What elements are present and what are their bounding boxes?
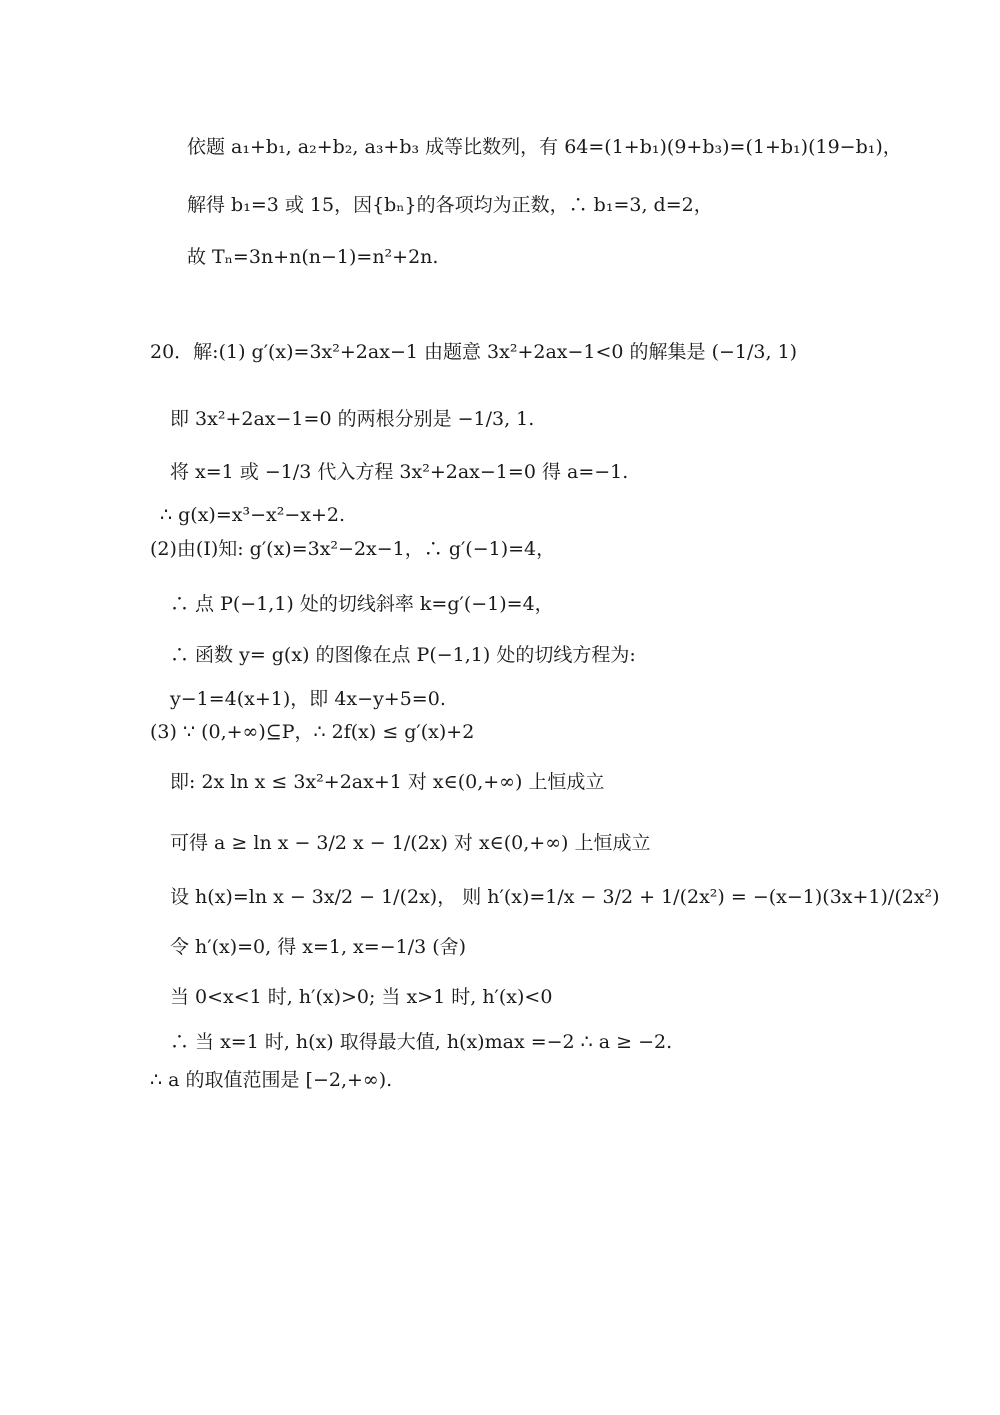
text-line: 令 h′(x)=0, 得 x=1, x=−1/3 (舍) — [170, 936, 467, 958]
text-line: 设 h(x)=ln x − 3x/2 − 1/(2x)， 则 h′(x)=1/x − 3/2 + 1/(2x²) = −(x−1)(3x+1)/(2x²) — [170, 886, 940, 908]
text-line: 将 x=1 或 −1/3 代入方程 3x²+2ax−1=0 得 a=−1. — [170, 461, 629, 483]
problem-20-heading: 20．解:(1) g′(x)=3x²+2ax−1 由题意 3x²+2ax−1<0 的解集是 (−1/3, 1) — [150, 341, 798, 363]
part-3-heading: (3) ∵ (0,+∞)⊆P，∴ 2f(x) ≤ g′(x)+2 — [150, 721, 475, 743]
text-line: ∴ 点 P(−1,1) 处的切线斜率 k=g′(−1)=4， — [170, 593, 554, 615]
text-line: 可得 a ≥ ln x − 3/2 x − 1/(2x) 对 x∈(0,+∞) 上恒成立 — [170, 832, 651, 854]
text-line: 即 3x²+2ax−1=0 的两根分别是 −1/3, 1. — [170, 408, 535, 430]
part-2-heading: (2)由(Ⅰ)知: g′(x)=3x²−2x−1，∴ g′(−1)=4， — [150, 538, 556, 560]
text-line: 依题 a₁+b₁, a₂+b₂, a₃+b₃ 成等比数列，有 64=(1+b₁)(9+b₃)=(1+b₁)(19−b₁)， — [187, 136, 902, 158]
text-line: 故 Tₙ=3n+n(n−1)=n²+2n. — [187, 246, 439, 268]
text-line: ∴ g(x)=x³−x²−x+2. — [160, 504, 346, 526]
text-line: ∴ 函数 y= g(x) 的图像在点 P(−1,1) 处的切线方程为: — [170, 644, 636, 666]
text-line: y−1=4(x+1)，即 4x−y+5=0. — [170, 688, 446, 710]
text-line: ∴ a 的取值范围是 [−2,+∞). — [150, 1069, 393, 1091]
text-line: ∴ 当 x=1 时, h(x) 取得最大值, h(x)max =−2 ∴ a ≥ −2. — [170, 1031, 673, 1053]
text-line: 即: 2x ln x ≤ 3x²+2ax+1 对 x∈(0,+∞) 上恒成立 — [170, 771, 605, 793]
text-line: 当 0<x<1 时, h′(x)>0; 当 x>1 时, h′(x)<0 — [170, 986, 553, 1008]
text-line: 解得 b₁=3 或 15，因{bₙ}的各项均为正数，∴ b₁=3, d=2， — [187, 194, 713, 216]
